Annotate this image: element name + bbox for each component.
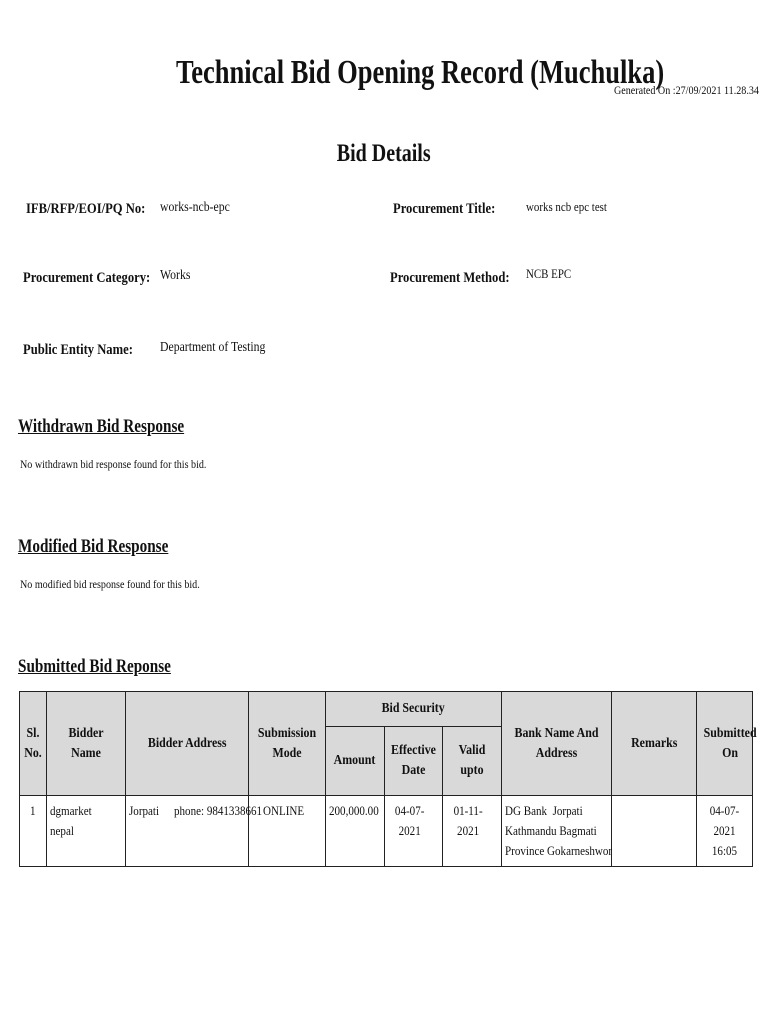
col-valid-upto: Valid upto	[443, 727, 502, 796]
col-bid-security: Bid Security	[326, 692, 502, 727]
submitted-heading: Submitted Bid Reponse	[18, 656, 171, 677]
cell-bidder-name: dgmarket nepal	[47, 796, 126, 867]
modified-message: No modified bid response found for this bid.	[20, 577, 200, 591]
col-bidder-name: Bidder Name	[47, 692, 126, 796]
modified-heading: Modified Bid Response	[18, 536, 169, 557]
cell-amount: 200,000.00	[326, 796, 385, 867]
bid-details-heading	[0, 140, 768, 168]
bank-line-3: Province Gokarneshwor	[505, 843, 613, 858]
cell-valid-upto: 01-11-2021	[443, 796, 502, 867]
procurement-title-label: Procurement Title:	[393, 201, 496, 217]
cell-effective-date: 04-07-2021	[385, 796, 443, 867]
submitted-date: 04-07-2021	[709, 803, 740, 838]
bidder-address-text: Jorpati	[129, 803, 160, 818]
public-entity-value: Department of Testing	[160, 340, 266, 355]
procurement-category-value: Works	[160, 268, 191, 283]
public-entity-label: Public Entity Name:	[23, 342, 133, 358]
col-amount: Amount	[326, 727, 385, 796]
col-sl-no: Sl. No.	[20, 692, 47, 796]
cell-bank-name-address	[502, 796, 612, 867]
submitted-bids-table	[19, 691, 757, 867]
bank-line-1: DG Bank Jorpati	[505, 803, 583, 818]
withdrawn-heading: Withdrawn Bid Response	[18, 416, 185, 437]
cell-remarks	[612, 796, 697, 867]
col-bank-name-address: Bank Name And Address	[502, 692, 612, 796]
cell-submitted-on	[697, 796, 753, 867]
submitted-time: 16:05	[711, 843, 738, 858]
col-bidder-address: Bidder Address	[126, 692, 249, 796]
table-header-row	[20, 692, 753, 727]
procurement-method-value: NCB EPC	[526, 266, 572, 281]
ifb-value: works-ncb-epc	[160, 200, 230, 215]
procurement-category-label: Procurement Category:	[23, 270, 151, 286]
bank-line-2: Kathmandu Bagmati	[505, 823, 597, 838]
generated-timestamp: Generated On :27/09/2021 11.28.34	[614, 83, 759, 97]
cell-bidder-address	[126, 796, 263, 867]
ifb-label: IFB/RFP/EOI/PQ No:	[26, 201, 146, 217]
procurement-method-label: Procurement Method:	[390, 270, 510, 286]
withdrawn-message: No withdrawn bid response found for this bid.	[20, 457, 207, 471]
page-title: Technical Bid Opening Record (Muchulka)	[176, 54, 665, 91]
cell-sl-no: 1	[20, 796, 47, 867]
col-remarks: Remarks	[612, 692, 697, 796]
bidder-phone-text: phone: 9841338661	[174, 803, 263, 818]
col-effective-date: Effective Date	[385, 727, 443, 796]
procurement-title-value: works ncb epc test	[526, 199, 607, 214]
col-submitted-on: Submitted On	[697, 692, 753, 796]
cell-submission-mode: ONLINE	[249, 796, 326, 867]
bid-details-heading-text: Bid Details	[337, 140, 431, 167]
table-row	[20, 796, 753, 867]
col-submission-mode: Submission Mode	[249, 692, 326, 796]
